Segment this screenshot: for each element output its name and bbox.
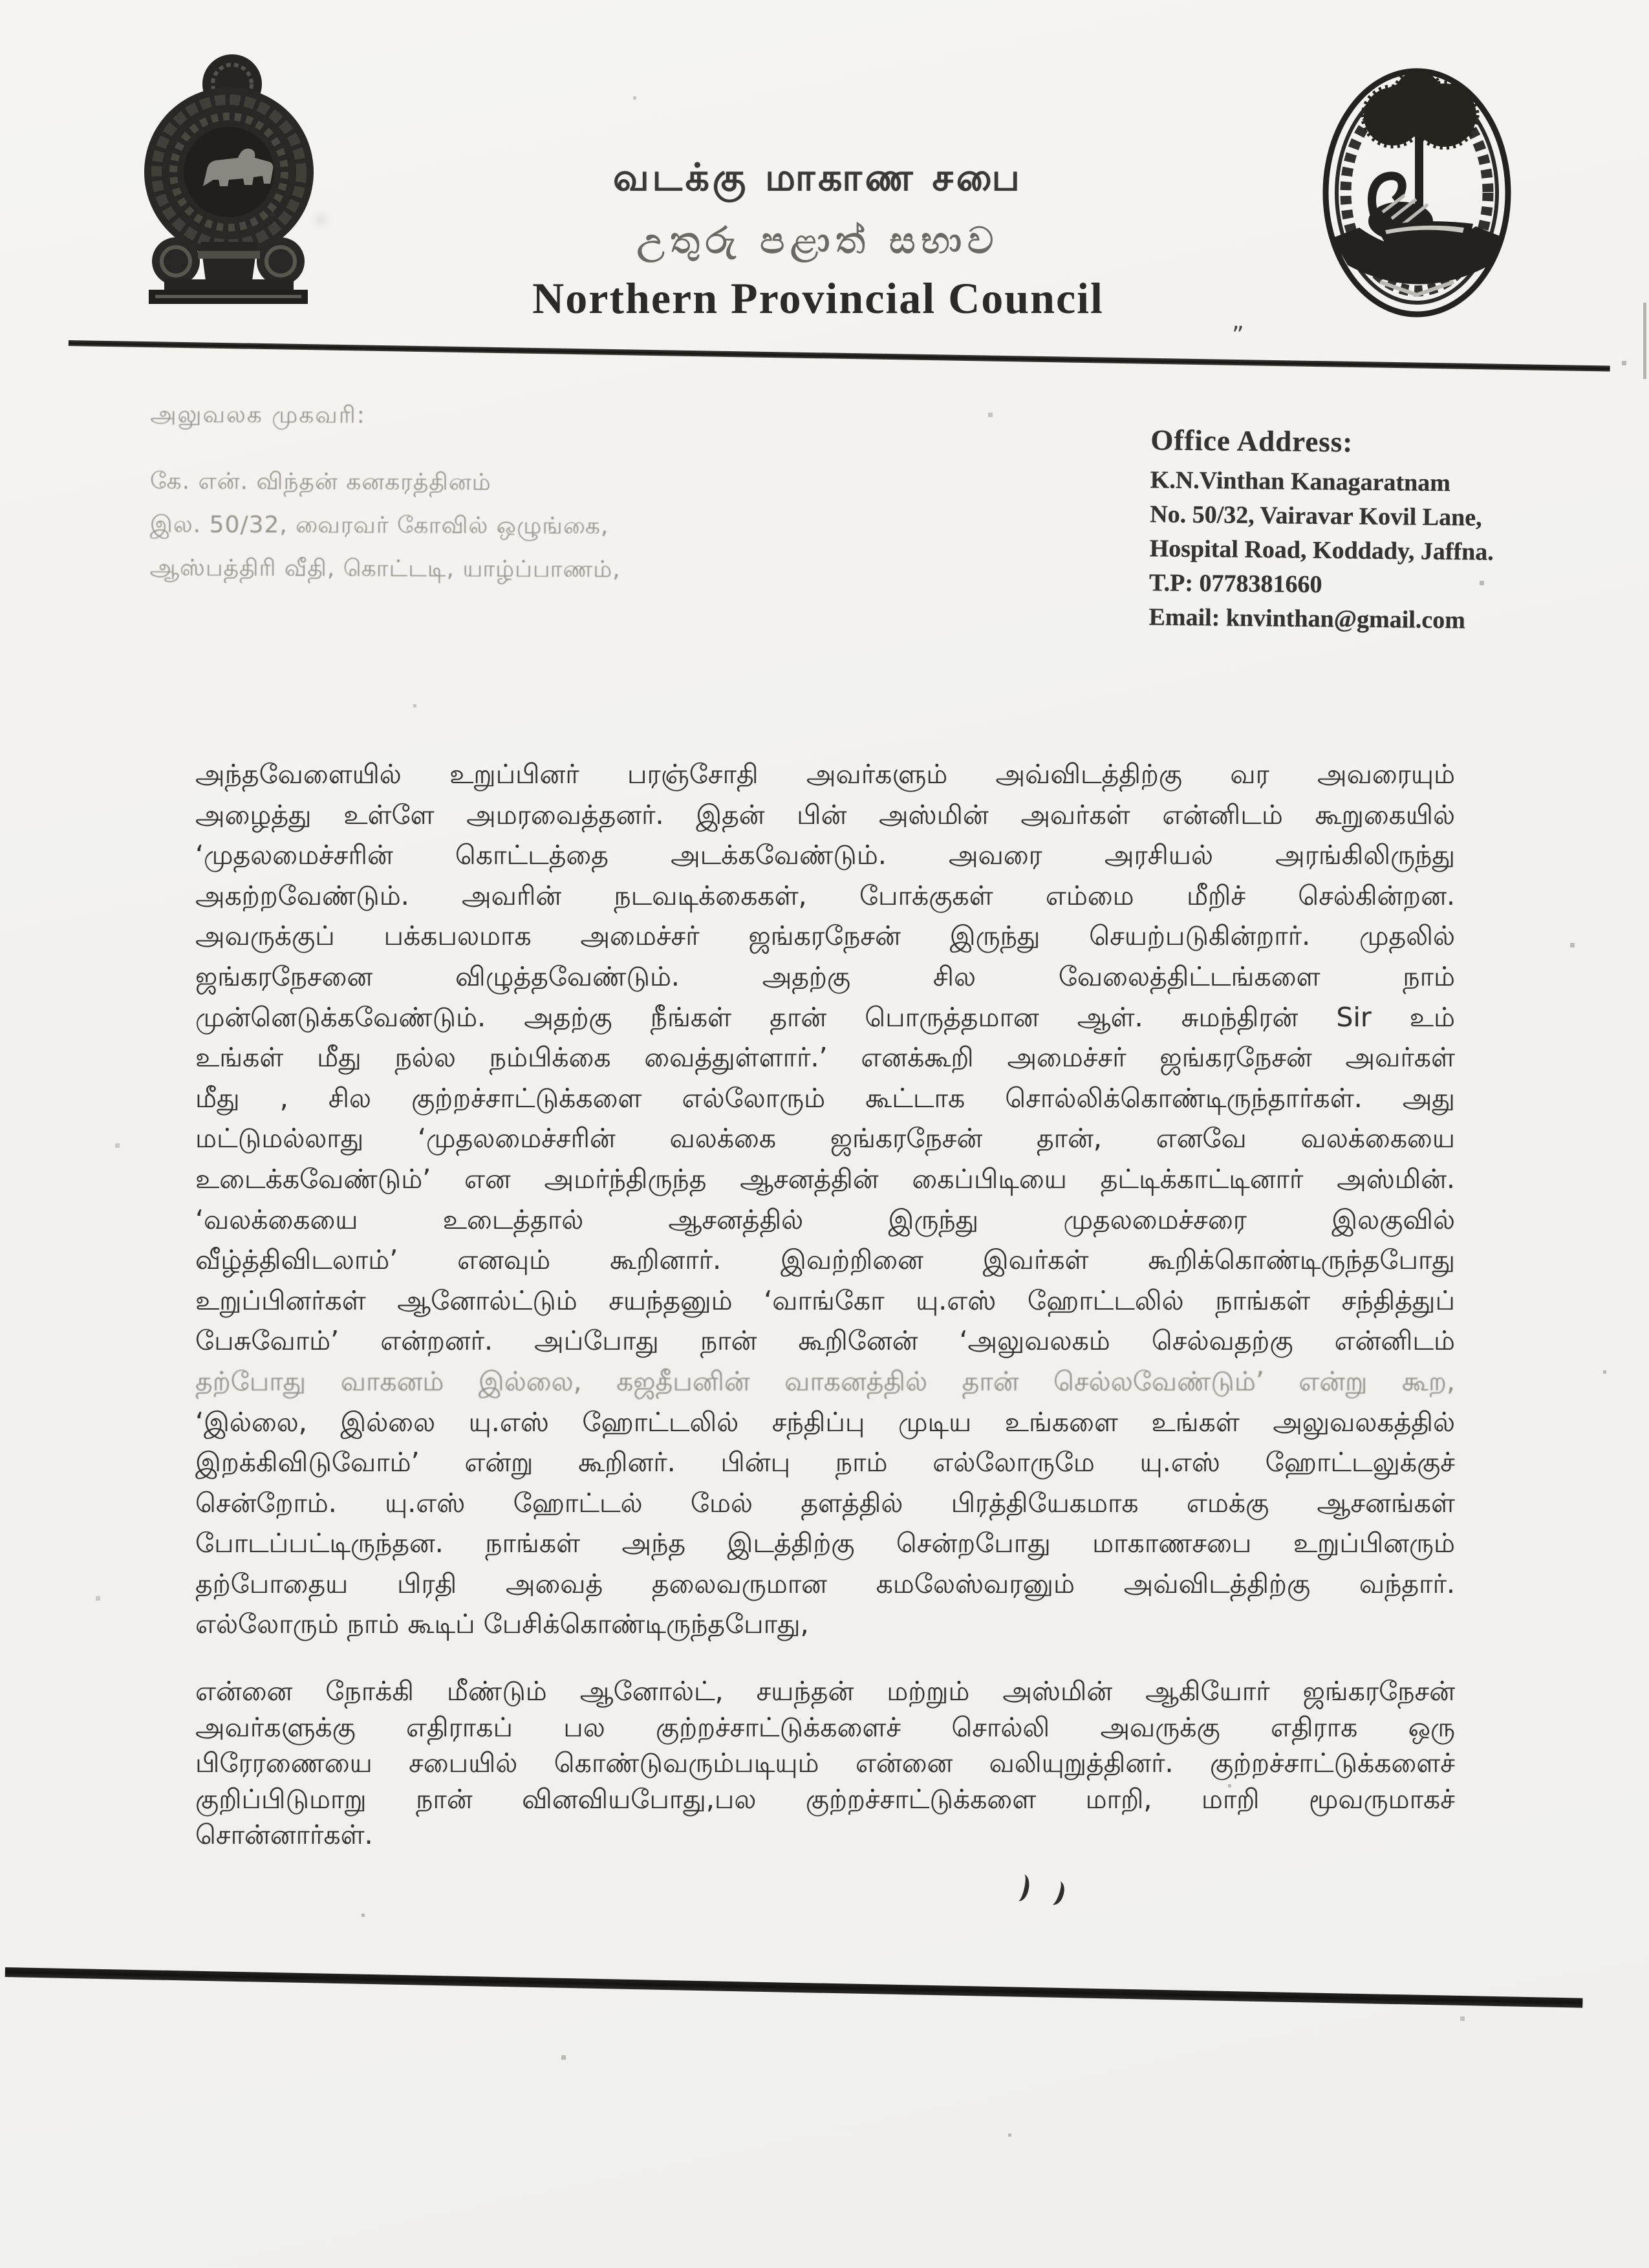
- letter-text-line: சொன்னார்கள்.: [195, 1819, 373, 1850]
- letter-text-line: தற்போது வாகனம் இல்லை, கஜதீபனின் வாகனத்தில் தான் செல்லவேண்டும்’ என்று கூற,: [195, 1365, 1455, 1397]
- letter-text-line: குறிப்பிடுமாறு நான் வினவியபோது,பல குற்றச்சாட்டுக்களை மாறி, மாறி மூவருமாகச்: [195, 1783, 1455, 1815]
- letter-text-line: உறுப்பினர்கள் ஆனோல்ட்டும் சயந்தனும் ‘வாங்கோ யு.எஸ் ஹோட்டலில் நாங்கள் சந்தித்துப்: [195, 1284, 1455, 1316]
- letter-text-line: உடைக்கவேண்டும்’ என அமர்ந்திருந்த ஆசனத்தின் கைப்பிடியை தட்டிக்காட்டினார் அஸ்மின்.: [195, 1163, 1455, 1194]
- office-address-tamil-label: அலுவலக முகவரி:: [150, 401, 366, 429]
- scan-dust-specks: [0, 0, 2, 2]
- pen-mark-icon: [1045, 1879, 1068, 1907]
- letter-text-line: பேசுவோம்’ என்றனர். அப்போது நான் கூறினேன் ‘அலுவலகம் செல்வதற்கு என்னிடம்: [195, 1325, 1455, 1357]
- letter-text-line: எல்லோரும் நாம் கூடிப் பேசிக்கொண்டிருந்தபோது,: [195, 1608, 809, 1640]
- office-address-english-lines: [1148, 463, 1616, 640]
- palmyra-swan-crest-icon: [1320, 65, 1513, 325]
- letter-paragraph-1: [195, 754, 1455, 1645]
- address-line: T.P: 0778381660: [1148, 569, 1322, 599]
- letter-text-line: இறக்கிவிடுவோம்’ என்று கூறினர். பின்பு நாம் எல்லோருமே யு.எஸ் ஹோட்டலுக்குச்: [195, 1447, 1455, 1478]
- letter-text-line: தற்போதைய பிரதி அவைத் தலைவருமான கமலேஸ்வரனும் அவ்விடத்திற்கு வந்தார்.: [195, 1568, 1455, 1599]
- title-tamil: வடக்கு மாகாண சபை: [613, 155, 1023, 199]
- letter-text-line: சென்றோம். யு.எஸ் ஹோட்டல் மேல் தளத்தில் பிரத்தியேகமாக எமக்கு ஆசனங்கள்: [195, 1487, 1455, 1518]
- sri-lanka-emblem-icon: [141, 53, 314, 307]
- title-sinhala: උතුරු පළාත් සභාව: [636, 220, 1000, 262]
- header-divider-line: [69, 340, 1610, 372]
- letter-text-line: அகற்றவேண்டும். அவரின் நடவடிக்கைகள், போக்குகள் எம்மை மீறிச் செல்கின்றன.: [195, 880, 1455, 911]
- letter-text-line: முன்னெடுக்கவேண்டும். அதற்கு நீங்கள் தான் பொருத்தமான ஆள். சுமந்திரன் Sir உம்: [195, 1001, 1455, 1033]
- letter-text-line: என்னை நோக்கி மீண்டும் ஆனோல்ட், சயந்தன் மற்றும் அஸ்மின் ஆகியோர் ஜங்கரநேசன்: [195, 1676, 1455, 1707]
- address-line: Hospital Road, Koddady, Jaffna.: [1149, 535, 1494, 566]
- office-address-english: [1148, 423, 1616, 640]
- letter-text-line: அழைத்து உள்ளே அமரவைத்தனர். இதன் பின் அஸ்மின் அவர்கள் என்னிடம் கூறுகையில்: [195, 799, 1455, 830]
- address-line: No. 50/32, Vairavar Kovil Lane,: [1150, 501, 1482, 532]
- stray-ink-tick: ”: [1232, 322, 1244, 349]
- letter-text-line: உங்கள் மீது நல்ல நம்பிக்கை வைத்துள்ளார்.’ எனக்கூறி அமைச்சர் ஜங்கரநேசன் அவர்கள்: [195, 1042, 1455, 1074]
- address-line: K.N.Vinthan Kanagaratnam: [1150, 466, 1451, 497]
- letter-text-line: அவர்களுக்கு எதிராகப் பல குற்றச்சாட்டுக்களைச் சொல்லி அவருக்கு எதிராக ஒரு: [195, 1711, 1455, 1743]
- letter-text-line: ஜங்கரநேசனை விழுத்தவேண்டும். அதற்கு சில வேலைத்திட்டங்களை நாம்: [195, 960, 1455, 992]
- scan-black-bar: [5, 1967, 1583, 2008]
- letter-text-line: பிரேரணையை சபையில் கொண்டுவரும்படியும் என்னை வலியுறுத்தினர். குற்றச்சாட்டுக்களைச்: [195, 1747, 1455, 1778]
- letter-text-line: போடப்பட்டிருந்தன. நாங்கள் அந்த இடத்திற்கு சென்றபோது மாகாணசபை உறுப்பினரும்: [195, 1528, 1455, 1559]
- letter-text-line: அந்தவேளையில் உறுப்பினர் பரஞ்சோதி அவர்களும் அவ்விடத்திற்கு வர அவரையும்: [195, 759, 1455, 790]
- office-address-english-label: Office Address:: [1150, 424, 1353, 459]
- letter-paragraph-2: [195, 1674, 1455, 1853]
- letterhead-titles: [388, 155, 1248, 324]
- office-address-tamil: [149, 402, 641, 592]
- letter-text-line: அவருக்குப் பக்கபலமாக அமைச்சர் ஜங்கரநேசன் இருந்து செயற்படுகின்றார். முதலில்: [195, 920, 1455, 952]
- address-line: கே. என். விந்தன் கனகரத்தினம்: [150, 468, 491, 496]
- letter-text-line: ‘முதலமைச்சரின் கொட்டத்தை அடக்கவேண்டும். அவரை அரசியல் அரங்கிலிருந்து: [195, 839, 1455, 871]
- address-line: இல. 50/32, வைரவர் கோவில் ஒழுங்கை,: [149, 511, 609, 540]
- letter-text-line: மீது , சில குற்றச்சாட்டுக்களை எல்லோரும் கூட்டாக சொல்லிக்கொண்டிருந்தார்கள். அது: [195, 1082, 1455, 1114]
- scan-edge-streak: [1643, 303, 1646, 379]
- letter-text-line: ‘இல்லை, இல்லை யு.எஸ் ஹோட்டலில் சந்திப்பு முடிய உங்களை உங்கள் அலுவலகத்தில்: [195, 1406, 1455, 1438]
- pen-marks: [1014, 1874, 1092, 1913]
- title-english: Northern Provincial Council: [532, 274, 1104, 323]
- office-address-tamil-lines: [149, 460, 641, 592]
- letter-text-line: ‘வலக்கையை உடைத்தால் ஆசனத்தில் இருந்து முதலமைச்சரை இலகுவில்: [195, 1204, 1455, 1235]
- address-line: Email: knvinthan@gmail.com: [1148, 603, 1466, 634]
- letter-text-line: வீழ்த்திவிடலாம்’ எனவும் கூறினார். இவற்றினை இவர்கள் கூறிக்கொண்டிருந்தபோது: [195, 1244, 1455, 1276]
- pen-mark-icon: [1011, 1873, 1031, 1903]
- letter-text-line: மட்டுமல்லாது ‘முதலமைச்சரின் வலக்கை ஜங்கரநேசன் தான், எனவே வலக்கையை: [195, 1123, 1455, 1154]
- address-line: ஆஸ்பத்திரி வீதி, கொட்டடி, யாழ்ப்பாணம்,: [149, 554, 621, 583]
